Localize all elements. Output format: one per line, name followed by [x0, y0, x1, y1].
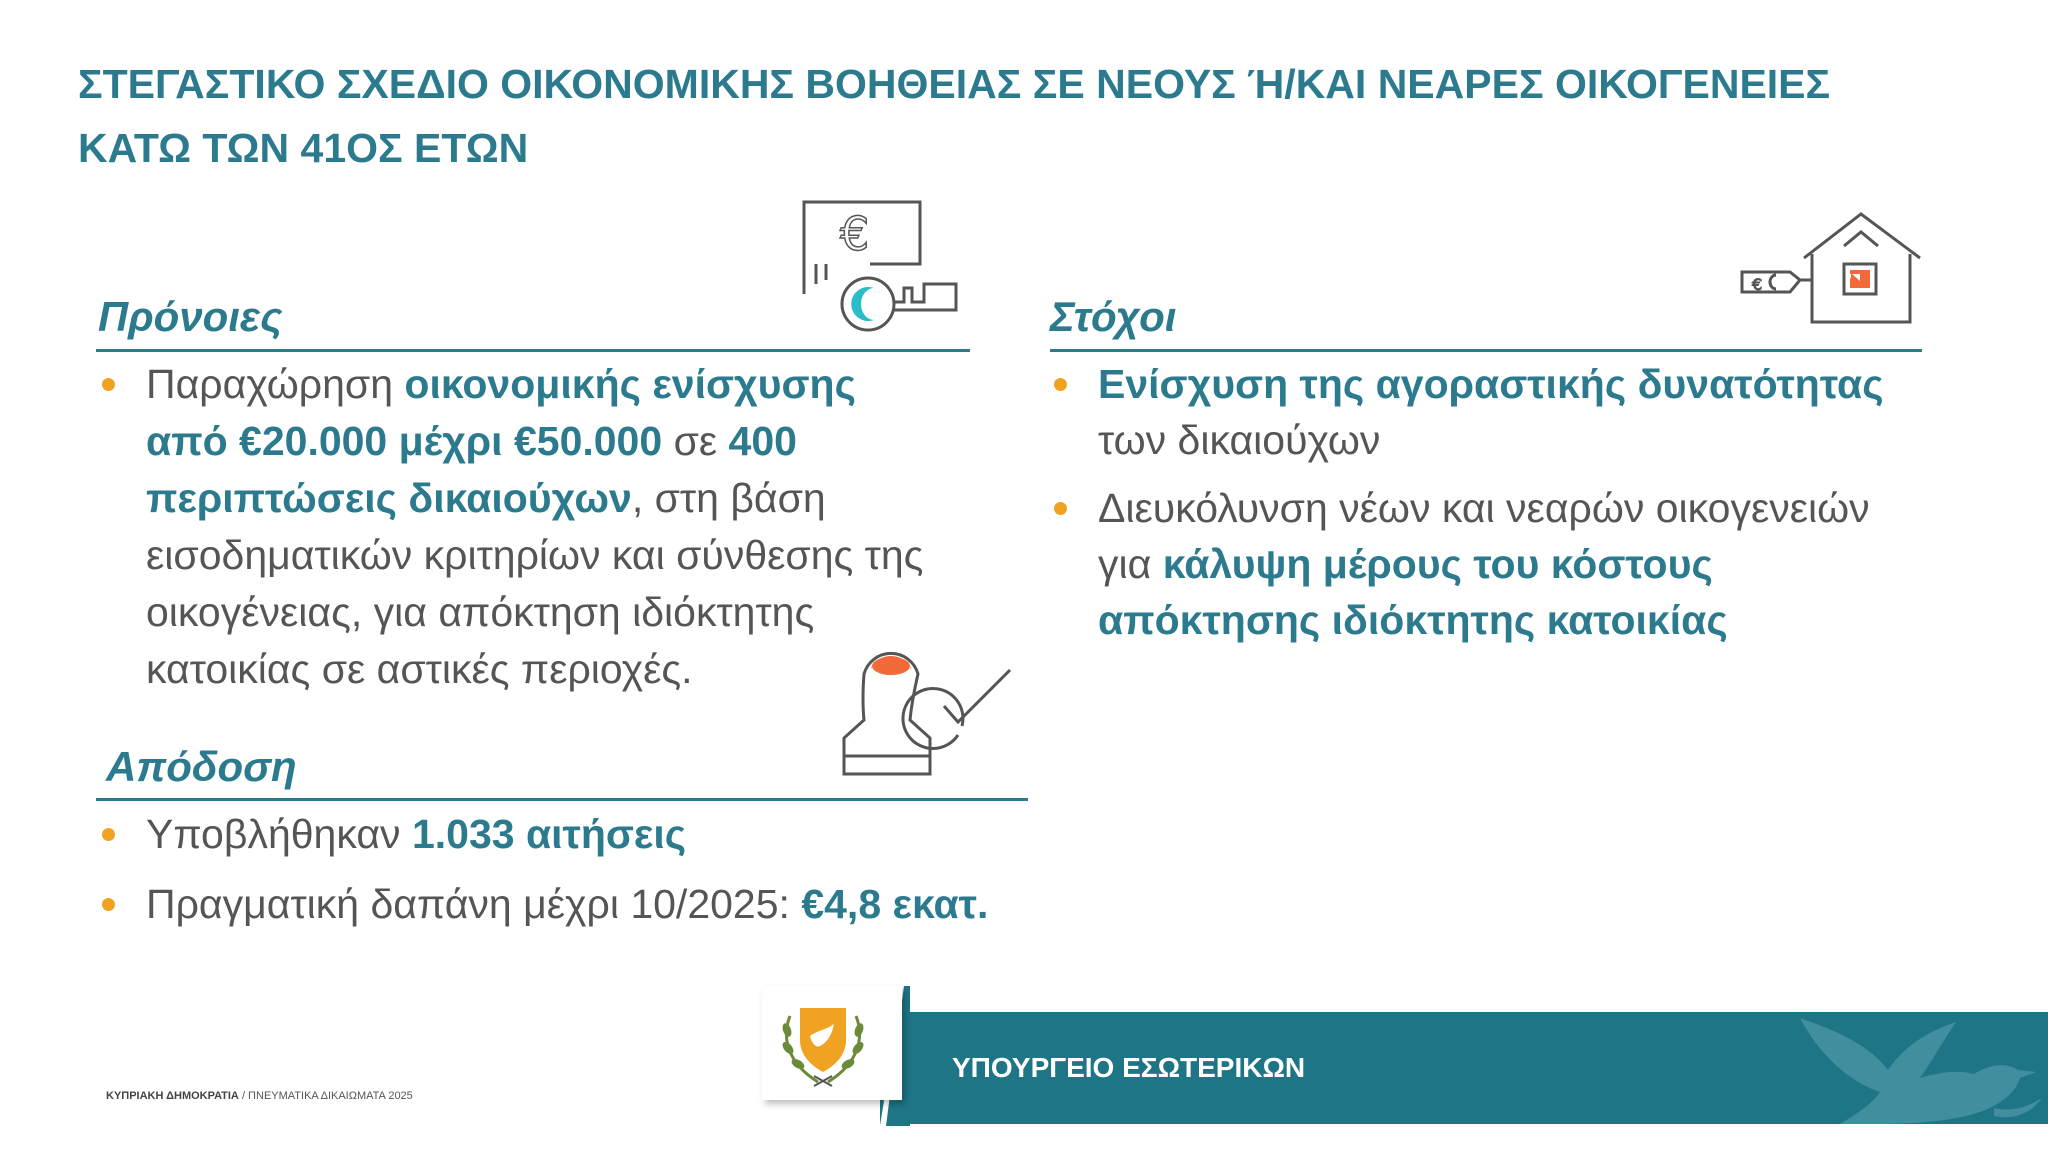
bullet-text: Παραχώρηση	[146, 361, 405, 407]
house-price-tag-icon	[1738, 210, 1924, 330]
bullet-text: σε	[662, 418, 729, 464]
goals-bullet-2	[1098, 480, 1928, 648]
slide-title	[78, 52, 1978, 180]
provisions-bullet	[146, 356, 926, 698]
performance-bullet-2	[146, 876, 1046, 932]
performance-bullet-1	[146, 806, 1046, 862]
bullet-text: Πραγματική δαπάνη μέχρι 10/2025:	[146, 881, 802, 927]
cyprus-crest-icon	[778, 996, 868, 1090]
copyright-notice	[106, 1090, 413, 1102]
euro-document-key-icon	[800, 198, 960, 334]
crest-box	[762, 986, 902, 1100]
performance-list	[146, 806, 1046, 946]
bullet-emphasis: οικονομικής ενίσχυσης από €20.000 μέχρι €50.000	[146, 361, 856, 464]
bullet-text: , στη βάση εισοδηματικών κριτηρίων και σύνθεσης της οικογένειας, για απόκτηση ιδιόκτητης κατοικίας σε αστικές περιοχές.	[146, 475, 924, 692]
bullet-text: των δικαιούχων	[1098, 417, 1381, 463]
provisions-heading: Πρόνοιες	[98, 293, 283, 340]
bullet-emphasis: Ενίσχυση της αγοραστικής δυνατότητας	[1098, 361, 1884, 407]
copyright-rest: / ΠΝΕΥΜΑΤΙΚΑ ΔΙΚΑΙΩΜΑΤΑ 2025	[238, 1090, 413, 1102]
ministry-label: ΥΠΟΥΡΓΕΙΟ ΕΣΩΤΕΡΙΚΩΝ	[952, 1052, 1306, 1083]
bullet-text: Διευκόλυνση νέων και νεαρών οικογενειών για	[1098, 485, 1870, 587]
goals-heading: Στόχοι	[1050, 293, 1177, 340]
goals-divider	[1050, 349, 1922, 352]
bullet-emphasis: 1.033 αιτήσεις	[411, 811, 687, 857]
svg-text:€: €	[840, 207, 870, 261]
slide-title-line-2: ΚΑΤΩ ΤΩΝ 41ΟΣ ΕΤΩΝ	[78, 125, 529, 171]
performance-heading: Απόδοση	[106, 743, 297, 790]
goals-bullet-1	[1098, 356, 1928, 468]
bullet-emphasis: €4,8 εκατ.	[801, 881, 989, 927]
dove-watermark-icon	[1780, 1012, 2048, 1124]
provisions-list	[146, 356, 926, 698]
svg-text:€: €	[1752, 275, 1763, 294]
goals-list	[1098, 356, 1928, 660]
provisions-divider	[96, 349, 970, 352]
bullet-emphasis: 400 περιπτώσεις δικαιούχων	[146, 418, 797, 521]
performance-divider	[96, 798, 1028, 801]
bullet-emphasis: κάλυψη μέρους του κόστους απόκτησης ιδιόκτητης κατοικίας	[1098, 541, 1728, 643]
bullet-text: Υποβλήθηκαν	[146, 811, 412, 857]
slide-title-line-1: ΣΤΕΓΑΣΤΙΚΟ ΣΧΕΔΙΟ ΟΙΚΟΝΟΜΙΚΗΣ ΒΟΗΘΕΙΑΣ ΣΕ ΝΕΟΥΣ Ή/ΚΑΙ ΝΕΑΡΕΣ ΟΙΚΟΓΕΝΕΙΕΣ	[78, 61, 1831, 107]
copyright-bold: ΚΥΠΡΙΑΚΗ ΔΗΜΟΚΡΑΤΙΑ	[106, 1090, 239, 1102]
